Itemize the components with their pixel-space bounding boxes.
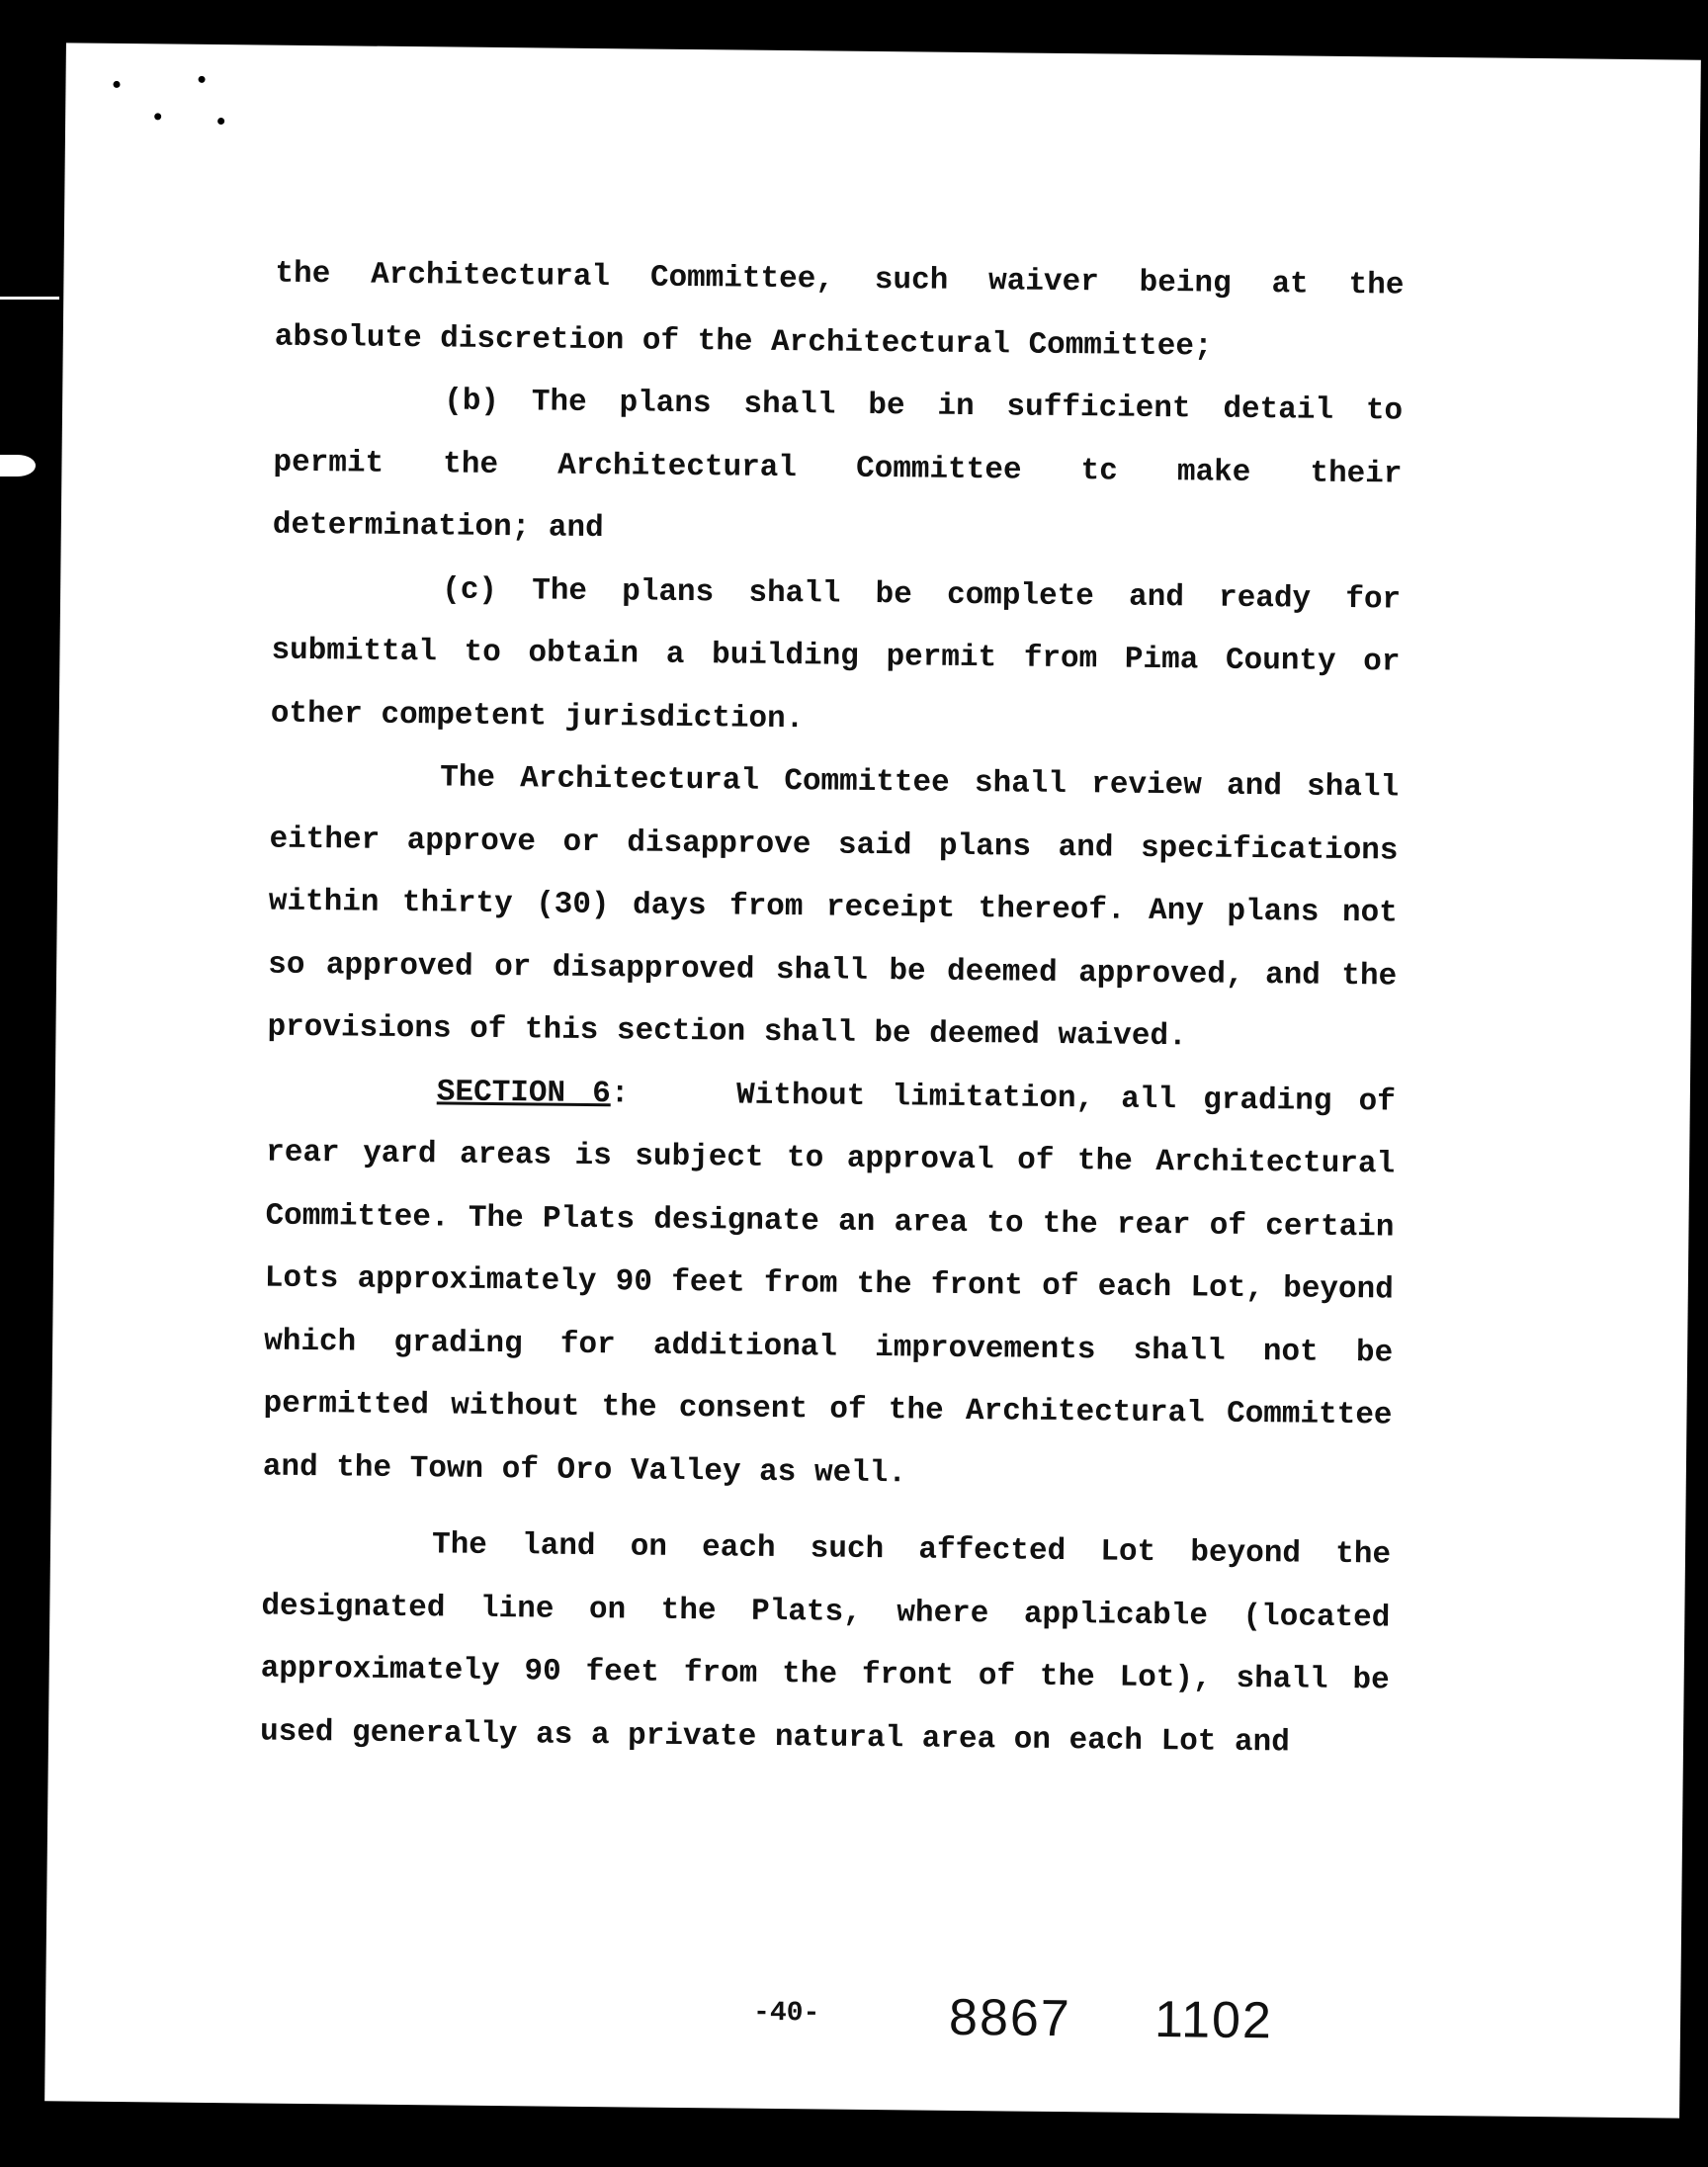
paragraph-c: (c) The plans shall be complete and ready for submittal to obtain a building permit from Pima County or other competent jurisdiction. — [270, 571, 1402, 737]
section-6-text: Without limitation, all grading of rear yard areas is subject to approval of the Architectural Committee. The Plats designate an area to the rear of certain Lots approximately 90 feet from the front of each Lot, beyond which grading for additional improvements shall not be permitted without the consent of the Architectural Committee and the Town of Oro Valley as well. — [262, 1078, 1396, 1491]
paragraph-waiver: the Architectural Committee, such waiver being at the absolute discretion of the Architectural Committee; — [274, 256, 1405, 365]
scan-speck — [199, 76, 206, 83]
document-page — [44, 43, 1701, 2118]
section-6-heading: SECTION 6 — [436, 1074, 612, 1111]
scan-edge-mark — [0, 455, 36, 477]
paragraph-b: (b) The plans shall be in sufficient detail to permit the Architectural Committee tc make their determination; and — [272, 384, 1404, 547]
paragraph-review: The Architectural Committee shall review and shall either approve or disapprove said plans and specifications within thirty (30) days from receipt thereof. Any plans not so approved or disapproved shall be deemed approved, and the provisions of this section shall be deemed waived. — [267, 760, 1400, 1055]
scan-speck — [154, 113, 161, 120]
scan-speck — [113, 81, 120, 88]
document-page-number: 1102 — [1153, 1991, 1274, 2050]
document-body — [260, 243, 1405, 1776]
paragraph-natural-area: The land on each such affected Lot beyond the designated line on the Plats, where applicable (located approximately 90 feet from the front of the Lot), shall be used generally as a private natural area on each Lot and — [259, 1527, 1392, 1760]
section-6-colon: : — [610, 1076, 630, 1111]
scan-edge-mark — [0, 297, 59, 300]
scan-speck — [217, 118, 224, 125]
document-number: 8867 — [948, 1988, 1072, 2048]
paragraph-section-6 — [263, 1059, 1397, 1510]
page-number: -40- — [752, 1997, 820, 2030]
